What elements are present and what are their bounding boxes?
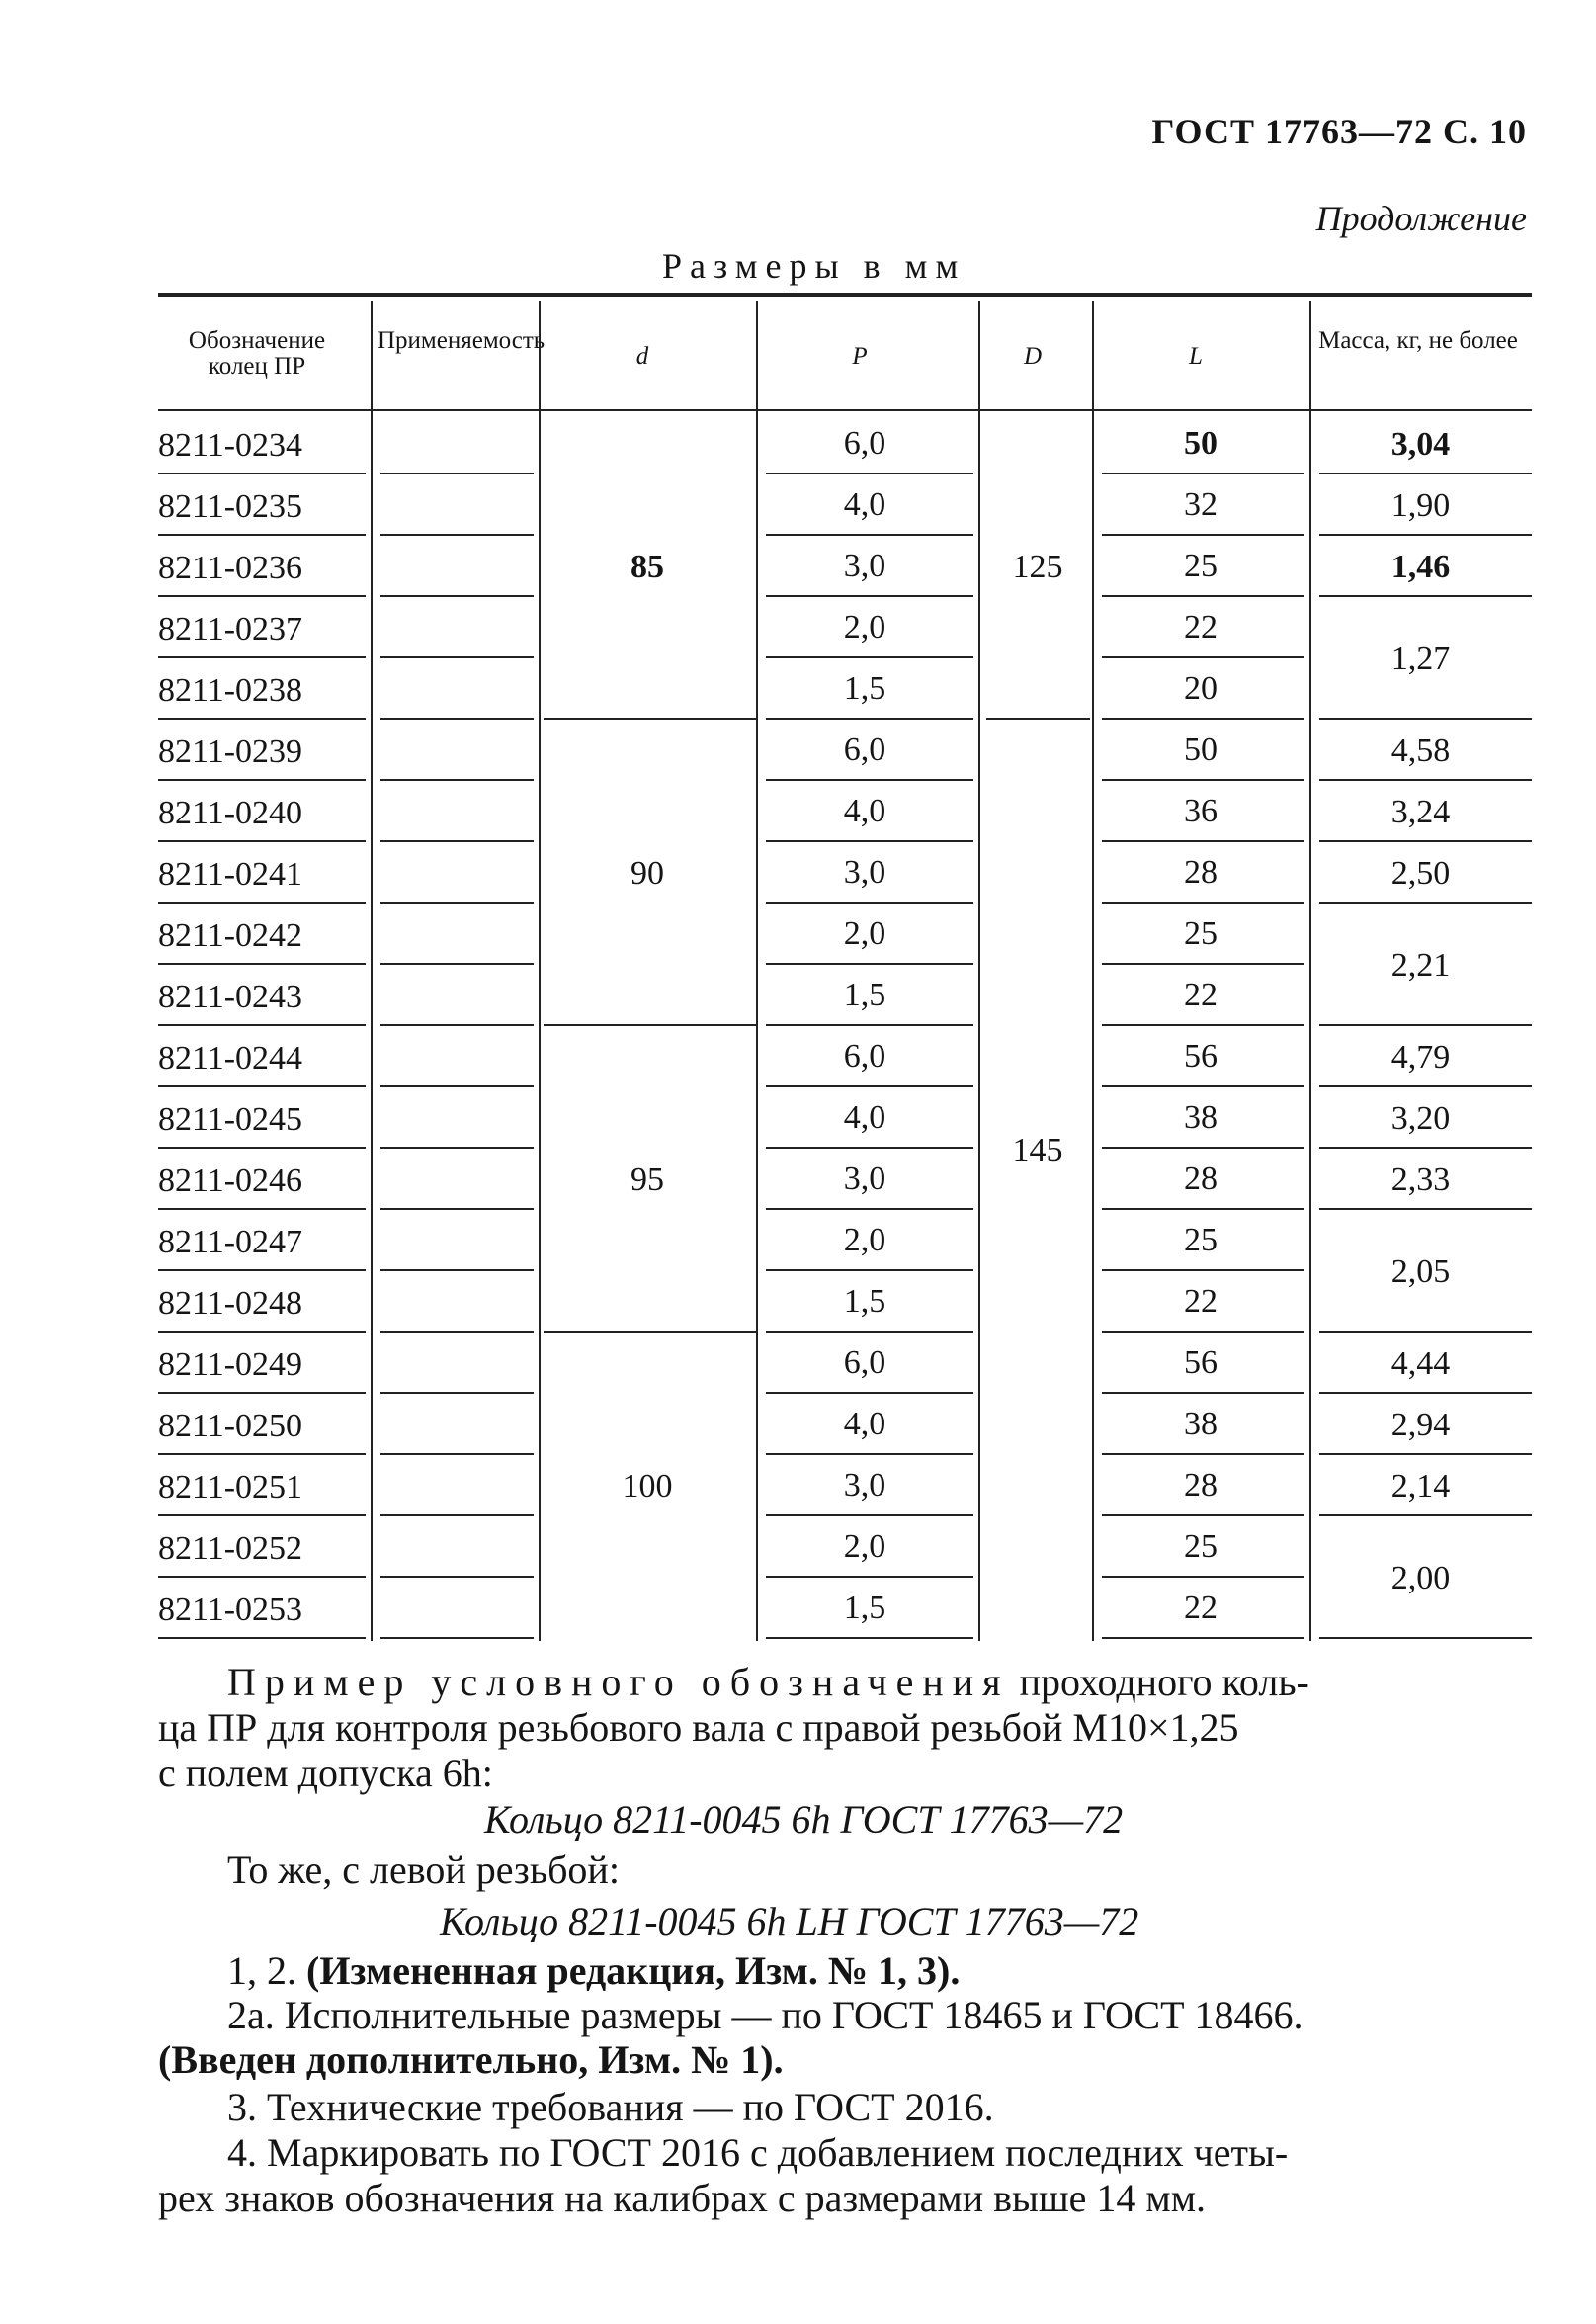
row-rule-mass bbox=[1319, 473, 1532, 474]
length-value: 38 bbox=[1184, 1406, 1218, 1442]
d-group-rule bbox=[544, 1331, 756, 1333]
col-header-L-text: L bbox=[1189, 343, 1203, 370]
row-rule-applicability bbox=[380, 534, 534, 536]
units-caption: Размеры в мм bbox=[662, 246, 966, 286]
row-rule-length bbox=[1102, 1514, 1304, 1516]
row-rule-length bbox=[1102, 1269, 1304, 1271]
row-rule-applicability bbox=[380, 656, 534, 658]
mass-value: 4,44 bbox=[1390, 1345, 1451, 1382]
length-value: 25 bbox=[1184, 915, 1218, 952]
note-2a: 2а. Исполнительные размеры — по ГОСТ 18465 и ГОСТ 18466. bbox=[227, 1993, 1303, 2037]
row-rule-code bbox=[158, 1024, 366, 1026]
row-rule-mass bbox=[1319, 1453, 1532, 1455]
row-rule-applicability bbox=[380, 1514, 534, 1516]
row-rule-applicability bbox=[380, 595, 534, 597]
row-rule-code bbox=[158, 1576, 366, 1578]
row-rule-mass bbox=[1319, 718, 1532, 720]
d-group-value: 90 bbox=[630, 855, 664, 892]
row-rule-length bbox=[1102, 1024, 1304, 1026]
ring-designation-code: 8211-0246 bbox=[158, 1162, 303, 1199]
pitch-value: 3,0 bbox=[843, 1467, 886, 1504]
pitch-value: 6,0 bbox=[843, 425, 886, 462]
col-header-applicability bbox=[378, 327, 546, 354]
mass-value: 2,94 bbox=[1390, 1407, 1451, 1443]
pitch-value: 4,0 bbox=[843, 1099, 886, 1136]
row-rule-applicability bbox=[380, 1453, 534, 1455]
D-group-value: 145 bbox=[1012, 1132, 1063, 1169]
pitch-value: 3,0 bbox=[843, 854, 886, 891]
row-rule-applicability bbox=[380, 473, 534, 474]
row-rule-mass bbox=[1319, 1085, 1532, 1087]
row-rule-pitch bbox=[766, 1085, 973, 1087]
col-header-d-text: d bbox=[635, 343, 649, 370]
row-rule-pitch bbox=[766, 1024, 973, 1026]
col-header-designation-text: Обозначение колец ПР bbox=[188, 327, 326, 380]
length-value: 50 bbox=[1184, 425, 1218, 462]
pitch-value: 1,5 bbox=[843, 1283, 886, 1320]
d-group-value: 100 bbox=[622, 1468, 673, 1505]
row-rule-length bbox=[1102, 595, 1304, 597]
row-rule-mass bbox=[1319, 840, 1532, 842]
pitch-value: 3,0 bbox=[843, 548, 886, 584]
row-rule-code bbox=[158, 1637, 366, 1639]
row-rule-applicability bbox=[380, 1576, 534, 1578]
row-rule-pitch bbox=[766, 902, 973, 904]
ring-designation-code: 8211-0241 bbox=[158, 856, 303, 893]
row-rule-code bbox=[158, 473, 366, 474]
length-value: 20 bbox=[1184, 670, 1218, 707]
row-rule-code bbox=[158, 1514, 366, 1516]
designation-left-thread: Кольцо 8211-0045 6h LH ГОСТ 17763—72 bbox=[440, 1899, 1139, 1943]
table-header-rule bbox=[158, 409, 1532, 411]
row-rule-pitch bbox=[766, 1147, 973, 1149]
mass-value: 4,79 bbox=[1390, 1039, 1451, 1076]
pitch-value: 3,0 bbox=[843, 1161, 886, 1197]
length-value: 32 bbox=[1184, 486, 1218, 523]
length-value: 28 bbox=[1184, 1161, 1218, 1197]
note-4-line2: рех знаков обозначения на калибрах с размерами выше 14 мм. bbox=[158, 2176, 1207, 2220]
row-rule-length bbox=[1102, 656, 1304, 658]
ring-designation-code: 8211-0238 bbox=[158, 672, 303, 709]
row-rule-applicability bbox=[380, 1269, 534, 1271]
row-rule-applicability bbox=[380, 1392, 534, 1394]
col-header-designation bbox=[158, 328, 356, 380]
pitch-value: 2,0 bbox=[843, 1528, 886, 1565]
note-2a-revision: (Введен дополнительно, Изм. № 1). bbox=[158, 2037, 784, 2082]
row-rule-applicability bbox=[380, 779, 534, 781]
row-rule-applicability bbox=[380, 840, 534, 842]
row-rule-mass bbox=[1319, 1637, 1532, 1639]
length-value: 56 bbox=[1184, 1038, 1218, 1075]
length-value: 25 bbox=[1184, 1222, 1218, 1258]
row-rule-applicability bbox=[380, 1024, 534, 1026]
continuation-label: Продолжение bbox=[1315, 199, 1527, 238]
row-rule-applicability bbox=[380, 902, 534, 904]
mass-value: 3,20 bbox=[1390, 1100, 1451, 1137]
mass-value: 1,27 bbox=[1390, 641, 1451, 677]
row-rule-length bbox=[1102, 902, 1304, 904]
ring-designation-code: 8211-0252 bbox=[158, 1530, 303, 1567]
row-rule-applicability bbox=[380, 1208, 534, 1210]
mass-value: 3,24 bbox=[1390, 794, 1451, 830]
col-header-P bbox=[761, 344, 959, 370]
ring-designation-code: 8211-0237 bbox=[158, 611, 303, 647]
row-rule-code bbox=[158, 963, 366, 965]
row-rule-pitch bbox=[766, 1331, 973, 1333]
ring-designation-code: 8211-0248 bbox=[158, 1285, 303, 1322]
column-separator bbox=[1092, 301, 1094, 1641]
note-1-2-number: 1, 2. bbox=[227, 1948, 296, 1993]
col-header-D bbox=[983, 344, 1082, 370]
row-rule-pitch bbox=[766, 779, 973, 781]
row-rule-length bbox=[1102, 1576, 1304, 1578]
ring-designation-code: 8211-0247 bbox=[158, 1224, 303, 1260]
row-rule-pitch bbox=[766, 1208, 973, 1210]
column-separator bbox=[756, 301, 758, 1641]
row-rule-mass bbox=[1319, 534, 1532, 536]
column-separator bbox=[1309, 301, 1311, 1641]
length-value: 22 bbox=[1184, 1283, 1218, 1320]
row-rule-length bbox=[1102, 840, 1304, 842]
length-value: 25 bbox=[1184, 1528, 1218, 1565]
length-value: 22 bbox=[1184, 977, 1218, 1013]
row-rule-code bbox=[158, 1208, 366, 1210]
row-rule-code bbox=[158, 1453, 366, 1455]
pitch-value: 6,0 bbox=[843, 1344, 886, 1381]
ring-designation-code: 8211-0234 bbox=[158, 427, 303, 464]
d-group-rule bbox=[544, 1024, 756, 1026]
row-rule-pitch bbox=[766, 1453, 973, 1455]
mass-value: 2,14 bbox=[1390, 1468, 1451, 1505]
row-rule-code bbox=[158, 534, 366, 536]
mass-value: 3,04 bbox=[1390, 426, 1451, 463]
row-rule-code bbox=[158, 595, 366, 597]
pitch-value: 1,5 bbox=[843, 1590, 886, 1626]
pitch-value: 4,0 bbox=[843, 486, 886, 523]
row-rule-code bbox=[158, 902, 366, 904]
row-rule-length bbox=[1102, 473, 1304, 474]
row-rule-pitch bbox=[766, 473, 973, 474]
d-group-rule bbox=[544, 718, 756, 720]
pitch-value: 4,0 bbox=[843, 1406, 886, 1442]
ring-designation-code: 8211-0244 bbox=[158, 1040, 303, 1076]
length-value: 56 bbox=[1184, 1344, 1218, 1381]
note-1-2 bbox=[227, 1947, 960, 1995]
row-rule-pitch bbox=[766, 534, 973, 536]
col-header-mass bbox=[1314, 328, 1522, 354]
length-value: 36 bbox=[1184, 793, 1218, 829]
row-rule-pitch bbox=[766, 840, 973, 842]
row-rule-pitch bbox=[766, 1637, 973, 1639]
d-group-value: 95 bbox=[630, 1162, 664, 1198]
table-top-rule bbox=[158, 293, 1532, 297]
row-rule-code bbox=[158, 779, 366, 781]
row-rule-pitch bbox=[766, 1514, 973, 1516]
row-rule-mass bbox=[1319, 1024, 1532, 1026]
D-group-value: 125 bbox=[1012, 549, 1063, 585]
example-paragraph-line1 bbox=[227, 1659, 1309, 1706]
row-rule-pitch bbox=[766, 1576, 973, 1578]
example-paragraph-line3: с полем допуска 6h: bbox=[158, 1751, 493, 1795]
ring-designation-code: 8211-0239 bbox=[158, 733, 303, 770]
row-rule-code bbox=[158, 840, 366, 842]
length-value: 28 bbox=[1184, 854, 1218, 891]
example-paragraph-line2: ца ПР для контроля резьбового вала с правой резьбой М10×1,25 bbox=[158, 1705, 1239, 1750]
note-4-line1: 4. Маркировать по ГОСТ 2016 с добавлением последних четы- bbox=[227, 2130, 1289, 2175]
ring-designation-code: 8211-0240 bbox=[158, 795, 303, 831]
ring-designation-code: 8211-0235 bbox=[158, 488, 303, 525]
row-rule-length bbox=[1102, 534, 1304, 536]
row-rule-length bbox=[1102, 1147, 1304, 1149]
page-reference: ГОСТ 17763—72 С. 10 bbox=[1151, 112, 1527, 151]
designation-right-thread: Кольцо 8211-0045 6h ГОСТ 17763—72 bbox=[484, 1797, 1124, 1842]
row-rule-length bbox=[1102, 1453, 1304, 1455]
example-rest: проходного коль- bbox=[1019, 1660, 1309, 1704]
pitch-value: 4,0 bbox=[843, 793, 886, 829]
row-rule-mass bbox=[1319, 1392, 1532, 1394]
row-rule-mass bbox=[1319, 595, 1532, 597]
row-rule-pitch bbox=[766, 595, 973, 597]
ring-designation-code: 8211-0249 bbox=[158, 1346, 303, 1383]
row-rule-length bbox=[1102, 963, 1304, 965]
row-rule-mass bbox=[1319, 902, 1532, 904]
pitch-value: 6,0 bbox=[843, 1038, 886, 1075]
row-rule-length bbox=[1102, 1392, 1304, 1394]
col-header-L bbox=[1097, 344, 1295, 370]
d-group-value: 85 bbox=[630, 549, 664, 585]
column-separator bbox=[978, 301, 980, 1641]
row-rule-code bbox=[158, 1392, 366, 1394]
example-lead: Пример условного обозначения bbox=[227, 1660, 1010, 1704]
row-rule-length bbox=[1102, 1085, 1304, 1087]
length-value: 28 bbox=[1184, 1467, 1218, 1504]
pitch-value: 6,0 bbox=[843, 732, 886, 768]
row-rule-length bbox=[1102, 1208, 1304, 1210]
row-rule-mass bbox=[1319, 1514, 1532, 1516]
mass-value: 1,46 bbox=[1390, 549, 1451, 585]
col-header-applicability-text: Применяемость bbox=[378, 327, 546, 354]
row-rule-length bbox=[1102, 718, 1304, 720]
row-rule-code bbox=[158, 1269, 366, 1271]
mass-value: 2,33 bbox=[1390, 1162, 1451, 1198]
row-rule-pitch bbox=[766, 963, 973, 965]
row-rule-mass bbox=[1319, 779, 1532, 781]
ring-designation-code: 8211-0236 bbox=[158, 550, 303, 586]
length-value: 38 bbox=[1184, 1099, 1218, 1136]
col-header-P-text: P bbox=[852, 343, 868, 370]
row-rule-code bbox=[158, 1331, 366, 1333]
row-rule-pitch bbox=[766, 1269, 973, 1271]
row-rule-code bbox=[158, 1147, 366, 1149]
col-header-d bbox=[544, 344, 741, 370]
mass-value: 1,90 bbox=[1390, 487, 1451, 524]
row-rule-pitch bbox=[766, 718, 973, 720]
note-3: 3. Технические требования — по ГОСТ 2016. bbox=[227, 2085, 994, 2129]
ring-designation-code: 8211-0245 bbox=[158, 1101, 303, 1138]
ring-designation-code: 8211-0243 bbox=[158, 979, 303, 1015]
row-rule-applicability bbox=[380, 1085, 534, 1087]
note-1-2-revision: (Измененная редакция, Изм. № 1, 3). bbox=[306, 1948, 961, 1993]
row-rule-mass bbox=[1319, 1208, 1532, 1210]
row-rule-applicability bbox=[380, 963, 534, 965]
ring-designation-code: 8211-0242 bbox=[158, 917, 303, 954]
mass-value: 4,58 bbox=[1390, 732, 1451, 769]
ring-designation-code: 8211-0251 bbox=[158, 1469, 303, 1506]
length-value: 25 bbox=[1184, 548, 1218, 584]
pitch-value: 2,0 bbox=[843, 915, 886, 952]
row-rule-length bbox=[1102, 779, 1304, 781]
row-rule-mass bbox=[1319, 1331, 1532, 1333]
row-rule-applicability bbox=[380, 1637, 534, 1639]
row-rule-applicability bbox=[380, 1331, 534, 1333]
pitch-value: 2,0 bbox=[843, 1222, 886, 1258]
column-separator bbox=[539, 301, 541, 1641]
row-rule-length bbox=[1102, 1331, 1304, 1333]
mass-value: 2,00 bbox=[1390, 1560, 1451, 1596]
row-rule-applicability bbox=[380, 1147, 534, 1149]
gauge-ring-table bbox=[158, 293, 1532, 1647]
row-rule-applicability bbox=[380, 718, 534, 720]
col-header-D-text: D bbox=[1023, 343, 1043, 370]
pitch-value: 1,5 bbox=[843, 670, 886, 707]
row-rule-code bbox=[158, 1085, 366, 1087]
column-separator bbox=[371, 301, 373, 1641]
col-header-mass-text: Масса, кг, не более bbox=[1318, 327, 1518, 354]
length-value: 22 bbox=[1184, 1590, 1218, 1626]
length-value: 22 bbox=[1184, 609, 1218, 646]
D-group-rule bbox=[986, 718, 1090, 720]
mass-value: 2,05 bbox=[1390, 1253, 1451, 1290]
same-left-thread: То же, с левой резьбой: bbox=[227, 1848, 620, 1892]
length-value: 50 bbox=[1184, 732, 1218, 768]
mass-value: 2,50 bbox=[1390, 855, 1451, 892]
ring-designation-code: 8211-0253 bbox=[158, 1592, 303, 1628]
row-rule-length bbox=[1102, 1637, 1304, 1639]
pitch-value: 2,0 bbox=[843, 609, 886, 646]
row-rule-code bbox=[158, 656, 366, 658]
ring-designation-code: 8211-0250 bbox=[158, 1408, 303, 1444]
row-rule-pitch bbox=[766, 656, 973, 658]
row-rule-code bbox=[158, 718, 366, 720]
row-rule-mass bbox=[1319, 1147, 1532, 1149]
mass-value: 2,21 bbox=[1390, 947, 1451, 984]
row-rule-pitch bbox=[766, 1392, 973, 1394]
pitch-value: 1,5 bbox=[843, 977, 886, 1013]
